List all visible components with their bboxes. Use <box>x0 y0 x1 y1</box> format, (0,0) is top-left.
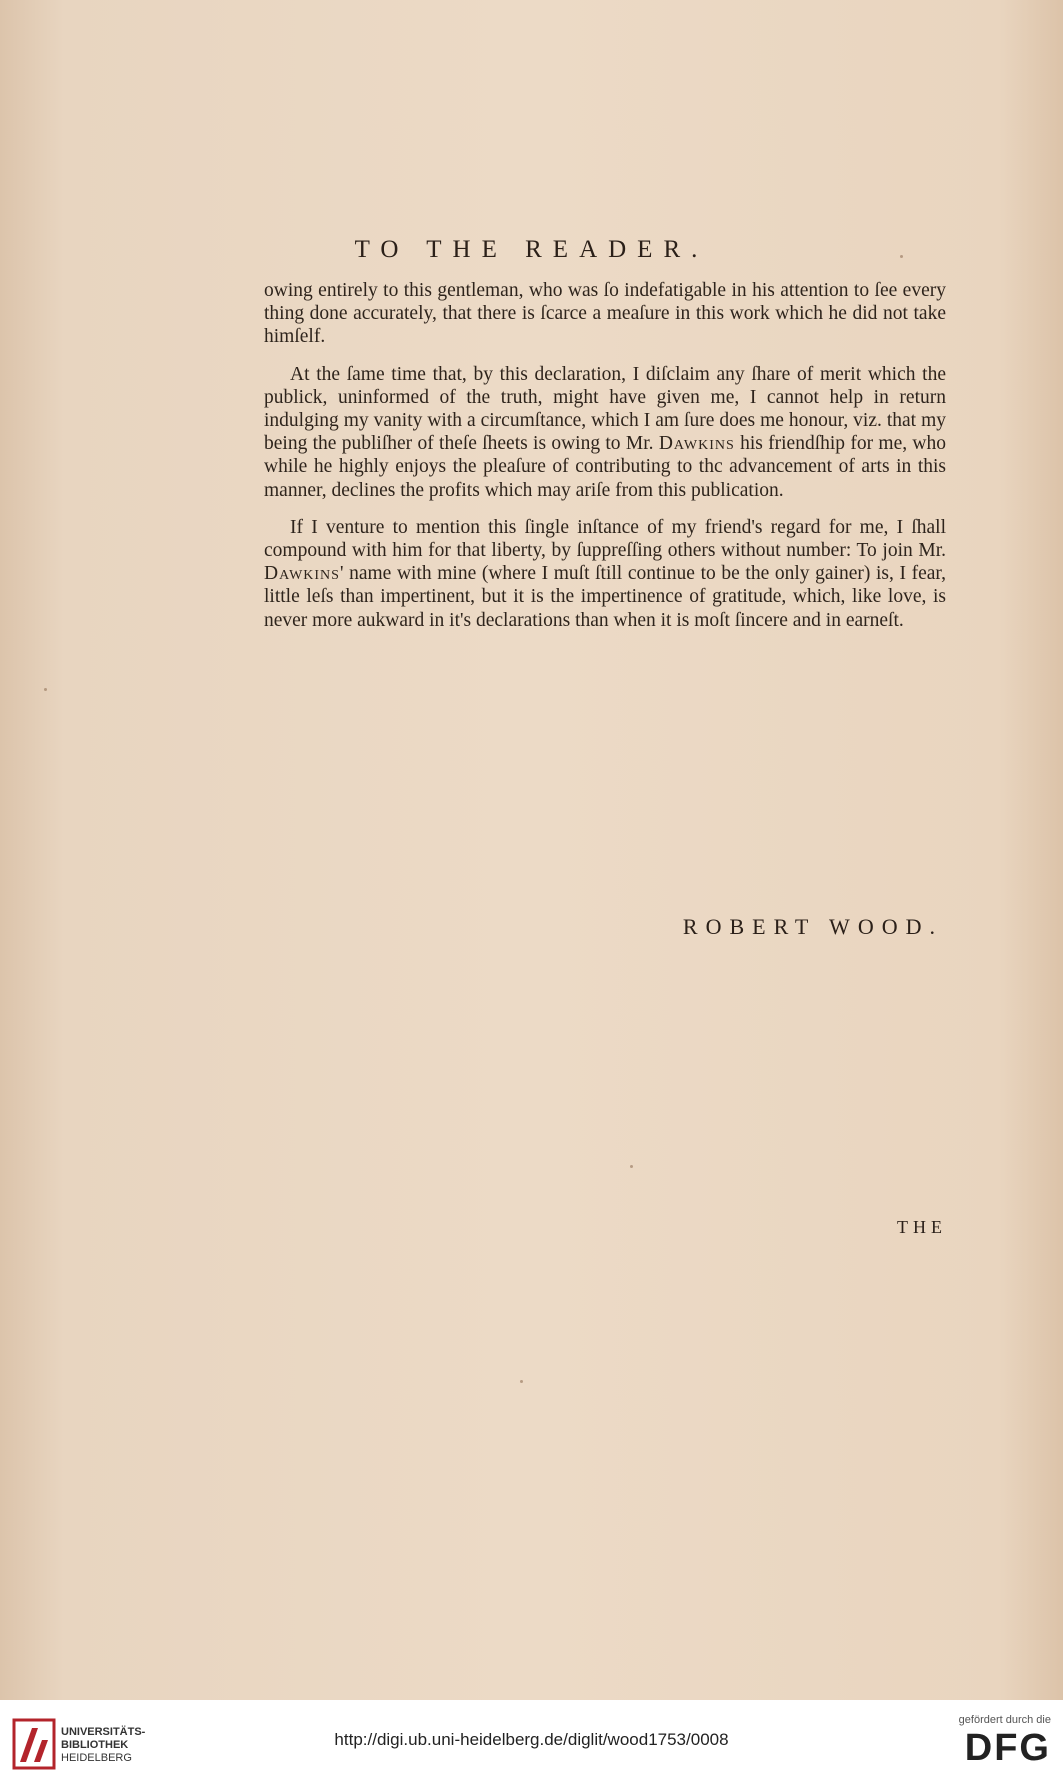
ink-speck <box>520 1380 523 1383</box>
ink-speck <box>44 688 47 691</box>
signature: ROBERT WOOD. <box>682 914 943 939</box>
text-run: At the ſame time that, by this declaration, I diſclaim any ſhare of merit which the publick, uninformed of the truth, might have given me, I cannot help in return indulging my vanity with a circumſtance, which I am ſure does me honour, viz. that my being the publiſher of theſe ſheets is owing to Mr. <box>264 363 946 455</box>
dfg-mark: DFG <box>964 1727 1051 1769</box>
text-run: his friendſhip for me, who while he highly enjoys the pleaſure of contributing to thc advancement of arts in this manner, declines the profits which may ariſe from this publication. <box>264 433 946 501</box>
text-run: ' name with mine (where I muſt ſtill continue to be the only gainer) is, I fear, little leſs than impertinent, but it is the impertinence of gratitude, which, like love, is never more aukward in it's declarations than when it is moſt ſincere and in earneſt. <box>264 563 946 631</box>
name-smallcaps: Dawkins <box>658 433 735 455</box>
paragraph <box>264 279 946 349</box>
text-run: owing entirely to this gentleman, who was ſo indefatigable in his attention to ſee every thing done accurately, that there is ſcarce a meaſure in this work which he did not take himſelf. <box>264 280 946 348</box>
name-smallcaps: Dawkins <box>264 563 340 585</box>
paragraph <box>264 363 946 502</box>
catchword: THE <box>897 1217 947 1237</box>
body-text <box>264 279 946 646</box>
ink-speck <box>630 1165 633 1168</box>
footer-bar <box>0 1700 1063 1782</box>
permalink-url[interactable]: http://digi.ub.uni-heidelberg.de/diglit/wood1753/0008 <box>334 1730 729 1749</box>
text-run: If I venture to mention this ſingle inſtance of my friend's regard for me, I ſhall compound with him for that liberty, by ſuppreſſing others without number: To join Mr. <box>264 516 946 562</box>
funder-caption: gefördert durch die <box>958 1714 1051 1726</box>
dfg-logo <box>941 1714 1051 1768</box>
running-head: TO THE READER. <box>354 236 709 263</box>
institution-line: BIBLIOTHEK <box>61 1739 129 1751</box>
institution-line: HEIDELBERG <box>61 1752 132 1764</box>
institution-line: UNIVERSITÄTS- <box>61 1726 146 1738</box>
paragraph <box>264 516 946 632</box>
